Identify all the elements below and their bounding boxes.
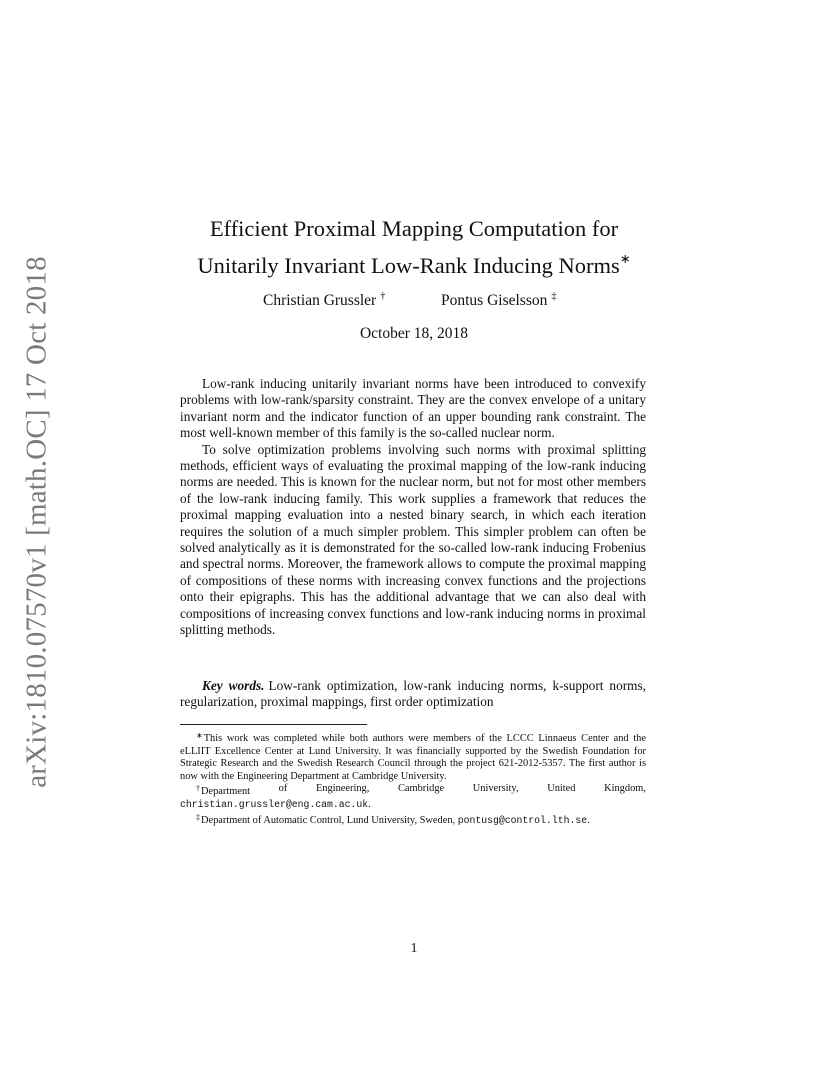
keywords <box>180 678 646 711</box>
footnote-3 <box>180 812 646 828</box>
footnote-1 <box>180 730 646 783</box>
author-1 <box>263 291 385 310</box>
footnote-2-word-1 <box>196 783 250 799</box>
footnote-2-word-5: University, <box>472 783 519 795</box>
author-list <box>150 291 678 315</box>
footnote-1-text: This work was completed while both authors were members of the LCCC Linnaeus Center and the eLLIIT Excellence Center at Lund University. It was financially supported by the Swedish Foundation for Strategic Research and the Swedish Research Council through the project 621-2012-5357. The first author is now with the Engineering Department at Cambridge University. <box>180 733 646 782</box>
paper-title <box>150 214 678 281</box>
title-footnote-mark: ∗ <box>619 251 631 266</box>
footnote-2-line-2 <box>180 799 646 812</box>
abstract-paragraph-2: To solve optimization problems involving such norms with proximal splitting methods, efficient ways of evaluating the proximal mapping of the low-rank inducing norms are needed. This is known for the nuclear norm, but not for most other members of the low-rank inducing family. This work supplies a framework that reduces the proximal mapping evaluation into a nested binary search, in which each iteration requires the solution of a much simpler problem. This simpler problem can often be solved analytically as it is demonstrated for the so-called low-rank inducing Frobenius and spectral norms. Moreover, the framework allows to compute the proximal mapping of compositions of these norms with increasing convex functions and the projections onto their epigraphs. This has the additional advantage that we can also deal with compositions of increasing convex functions and low-rank inducing norms in proximal splitting methods. <box>180 441 646 638</box>
keywords-text: Low-rank optimization, low-rank inducing norms, k-support norms, regularization, proximal mappings, first order optimization <box>180 678 646 710</box>
footnote-2-email: christian.grussler@eng.cam.ac.uk <box>180 798 369 810</box>
footnote-1-mark: ∗ <box>196 731 203 740</box>
footnote-2-mark: † <box>196 784 200 794</box>
footnote-2-word-7: Kingdom, <box>604 783 646 795</box>
footnote-3-email: pontusg@control.lth.se <box>457 814 588 826</box>
author-1-mark: † <box>380 291 386 302</box>
author-2-mark: ‡ <box>551 291 557 302</box>
footnote-3-text: Department of Automatic Control, Lund University, Sweden, <box>201 814 458 826</box>
author-2-name: Pontus Giselsson <box>441 292 548 309</box>
arxiv-identifier: arXiv:1810.07570v1 [math.OC] 17 Oct 2018 <box>20 256 53 788</box>
footnote-3-tail: . <box>587 814 590 826</box>
arxiv-side-stamp <box>16 256 58 788</box>
publication-date: October 18, 2018 <box>359 325 469 342</box>
title-line-2 <box>150 244 678 281</box>
footnote-2-tail: . <box>368 798 371 810</box>
footnote-2-word-1-text: Department <box>201 786 251 798</box>
author-2 <box>441 291 557 310</box>
footnote-2-word-4: Cambridge <box>397 783 445 795</box>
footnote-2-word-2: of <box>278 783 288 795</box>
title-line-2-text: Unitarily Invariant Low-Rank Inducing Norms <box>197 253 620 278</box>
footnote-2-word-3: Engineering, <box>315 783 370 795</box>
footnotes <box>180 730 646 827</box>
keywords-label: Key words. <box>202 678 265 693</box>
footnote-2-line-1 <box>180 783 646 799</box>
abstract <box>180 376 646 639</box>
author-1-name: Christian Grussler <box>263 292 377 309</box>
footnote-3-mark: ‡ <box>196 812 200 822</box>
footnote-rule <box>180 724 367 725</box>
title-line-1: Efficient Proximal Mapping Computation for <box>209 216 619 241</box>
abstract-paragraph-1: Low-rank inducing unitarily invariant norms have been introduced to convexify problems with low-rank/sparsity constraint. They are the convex envelope of a unitary invariant norm and the indicator function of an upper bounding rank constraint. The most well-known member of this family is the so-called nuclear norm. <box>180 376 646 441</box>
footnote-2-word-6: United <box>547 783 576 795</box>
page-number: 1 <box>410 940 418 955</box>
